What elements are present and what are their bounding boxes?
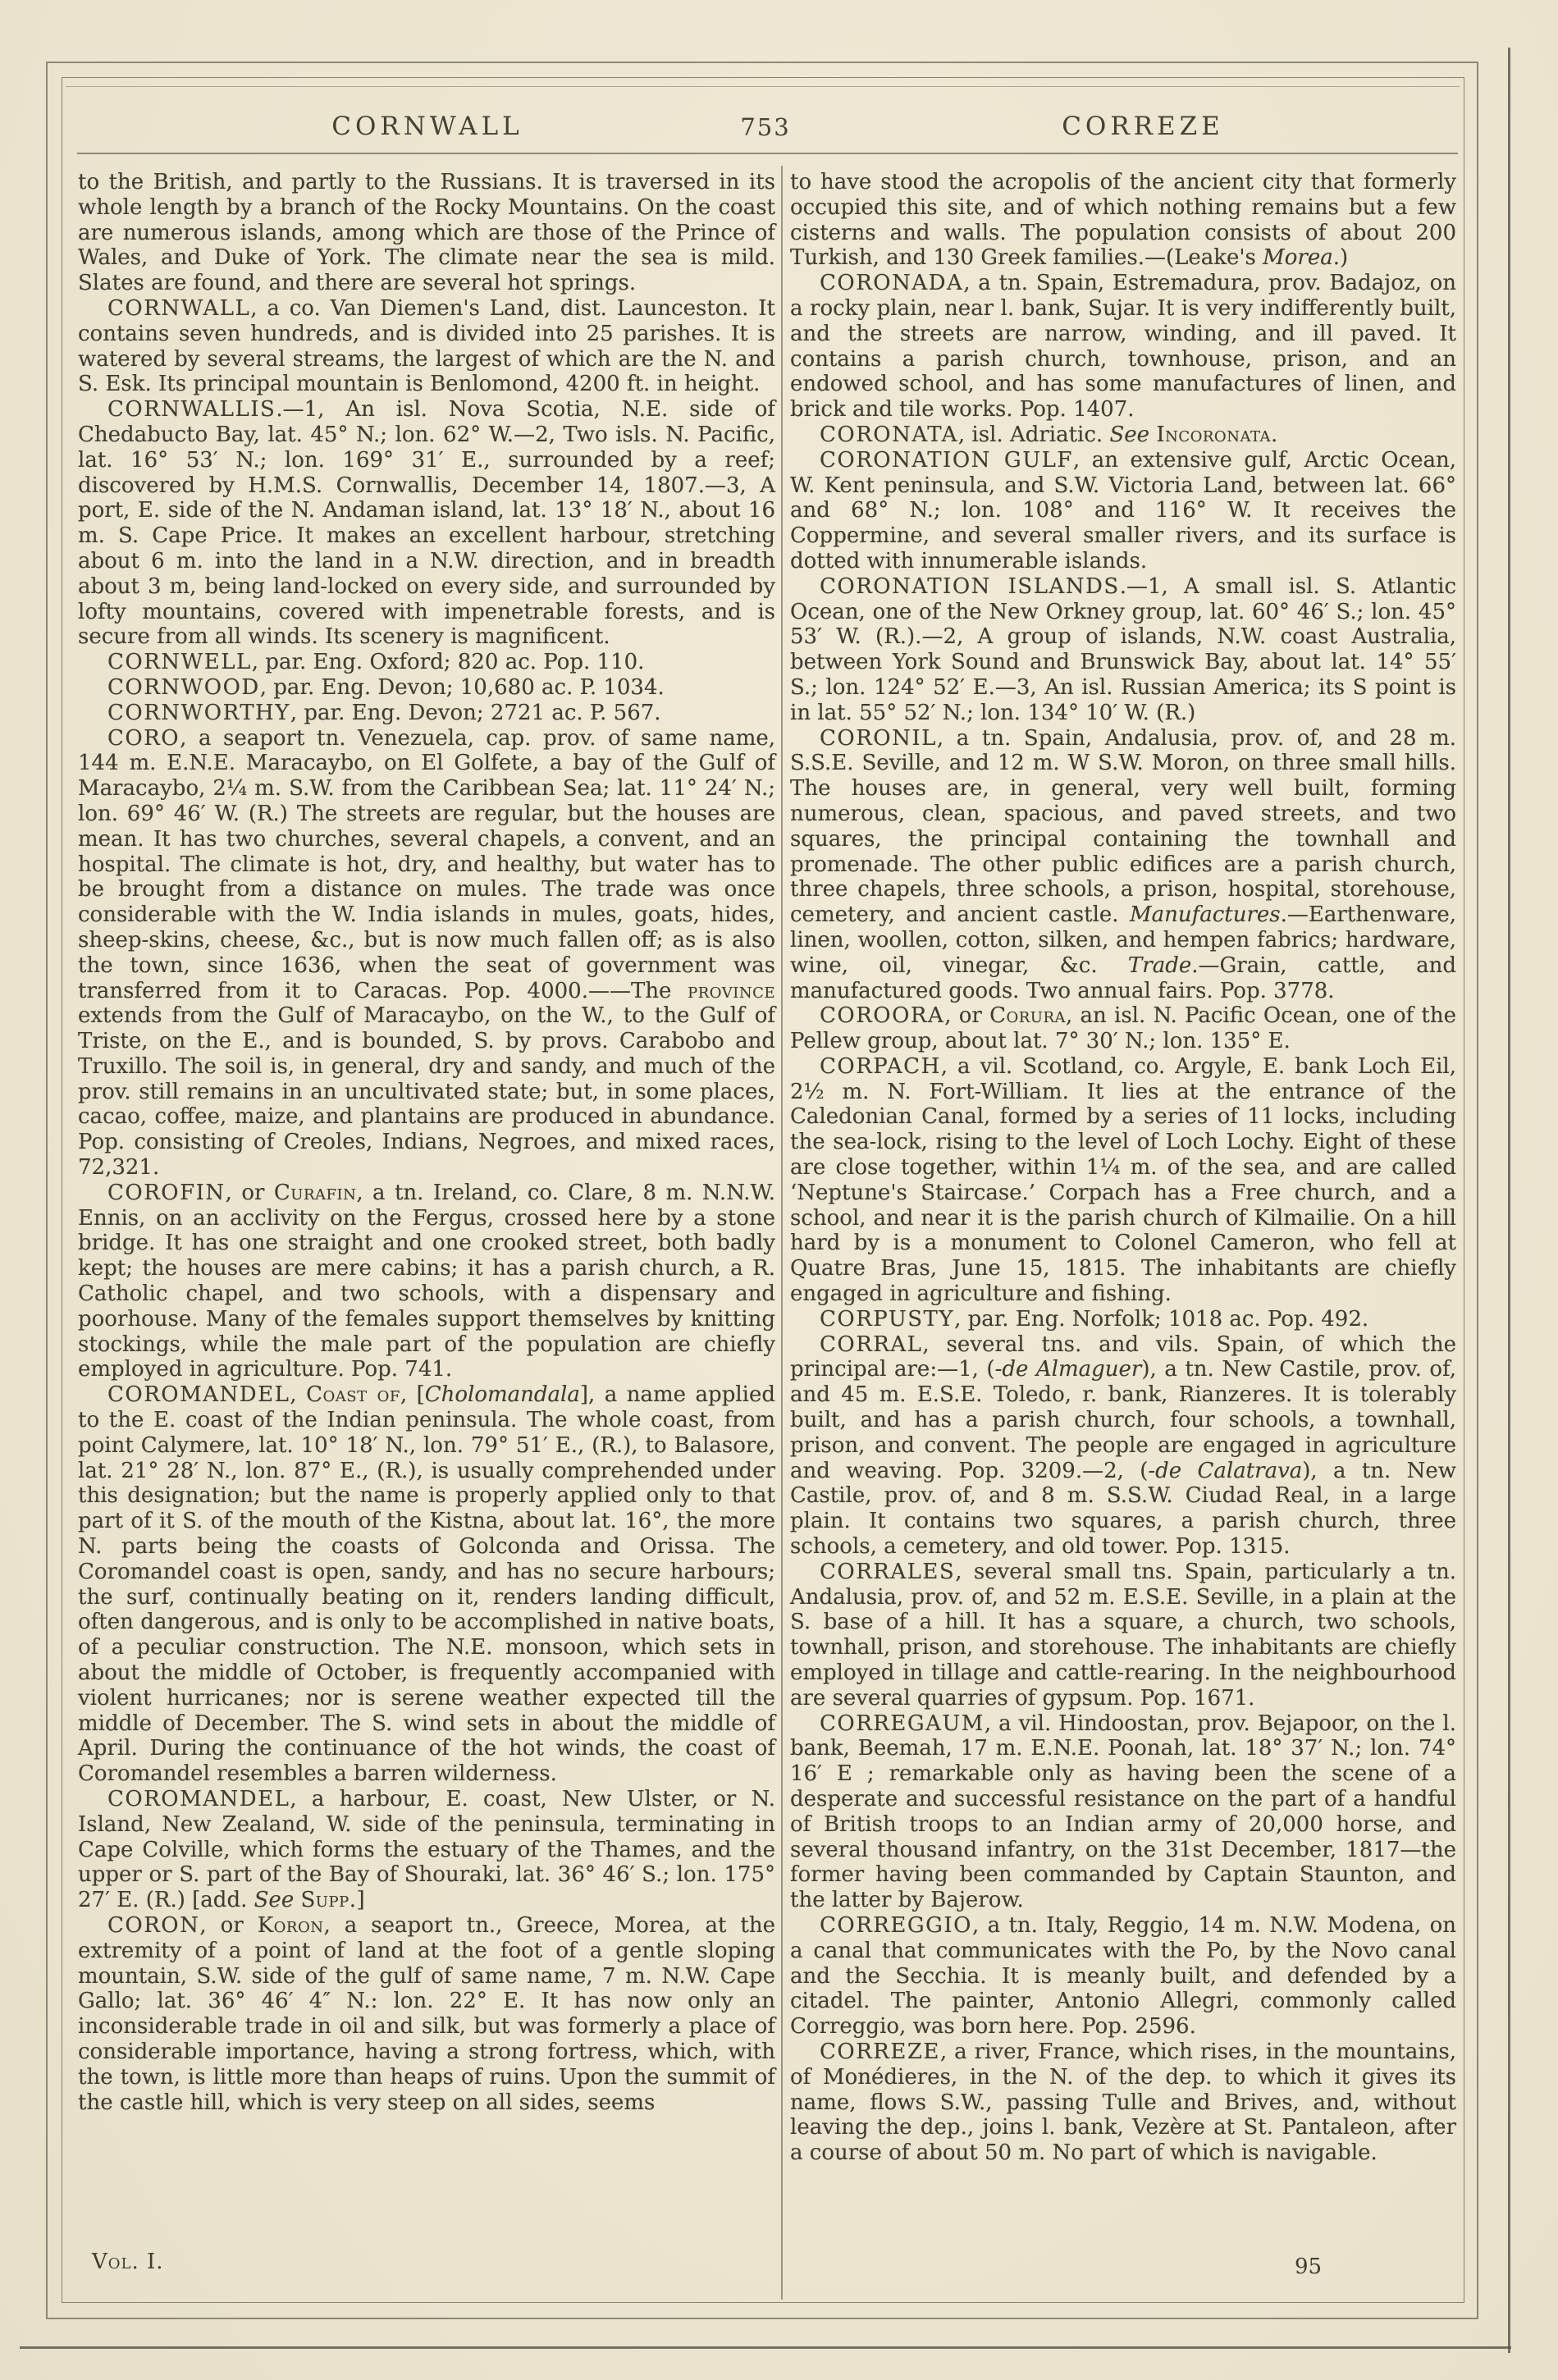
entry-text: Supp. (300, 1888, 357, 1913)
entry-headword: COROORA (820, 1003, 945, 1029)
entry-paragraph (78, 1787, 775, 1913)
entry-text: Morea (1263, 245, 1333, 271)
entry-text: , an isl. N. Pacific Ocean, one of the Pellew group, about lat. 7° 30′ N.; lon. 135° E. (790, 1003, 1456, 1054)
entry-paragraph (790, 1560, 1456, 1711)
entry-headword: CORON (107, 1912, 200, 1938)
entry-text: Curafin (273, 1180, 357, 1205)
text-column-right (790, 170, 1456, 2166)
entry-headword: CORONATION ISLANDS (820, 573, 1120, 599)
entry-text: , several tns. and vils. Spain, of which the principal are:—1, ( (790, 1332, 1456, 1382)
text-column-left (78, 170, 775, 2115)
entry-paragraph (790, 448, 1456, 574)
entry-text: .—Earthenware, linen, woollen, cotton, silken, and hempen fabrics; hardware, wine, oil, vinegar, &c. (790, 902, 1456, 978)
entry-paragraph (790, 170, 1456, 271)
entry-headword: COROMANDEL (107, 1787, 290, 1811)
entry-headword: CORNWALLIS (107, 397, 276, 423)
page-edge-vertical (1508, 48, 1510, 2353)
entry-text: Incoronata (1156, 422, 1271, 447)
entry-paragraph (78, 701, 775, 726)
entry-paragraph (790, 1003, 1456, 1054)
entry-text: to the British, and partly to the Russians. It is traversed in its whole length by a branch of the Rocky Mountains. On the coast are numerous islands, among which are those of the Prince of Wales, and Duke of York. The climate near the sea is mild. Slates are found, and there are several hot springs. (78, 170, 775, 296)
entry-headword: CORPUSTY (820, 1306, 955, 1332)
entry-headword: CORPACH (820, 1053, 941, 1079)
entry-paragraph (790, 1054, 1456, 1307)
running-head-right: CORREZE (1062, 112, 1224, 141)
entry-text: , (290, 1382, 307, 1408)
entry-headword: CORRAL (820, 1332, 923, 1357)
entry-text: , a river, France, which rises, in the mountains, of Monédieres, in the N. of the dep. to which it gives its name, flows S.W., passing Tulle and Brives, and, without leaving the dep., joins l. bank, Vezère at St. Pantaleon, after a course of about 50 m. No part of which is navigable. (790, 2039, 1456, 2166)
entry-headword: CORONATA (820, 422, 958, 447)
entry-text: See (254, 1888, 295, 1913)
entry-headword: CORREZE (820, 2039, 940, 2064)
entry-paragraph (78, 170, 775, 296)
entry-text: .) (1332, 245, 1349, 271)
entry-paragraph (790, 1307, 1456, 1332)
running-head-left: CORNWALL (331, 112, 523, 141)
entry-text: , isl. Adriatic. (957, 422, 1110, 447)
entry-headword: CORO (107, 725, 180, 751)
page-edge-horizontal (20, 2346, 1511, 2349)
entry-headword: CORREGAUM (820, 1711, 985, 1736)
entry-text: Manufactures (1130, 902, 1281, 928)
entry-text: . (1270, 422, 1278, 447)
entry-headword: COROMANDEL (107, 1382, 290, 1408)
entry-text: , a seaport tn., Greece, Morea, at the extremity of a point of land at the foot of a gentle sloping mountain, S.W. side of the gulf of same name, 7 m. N.W. Cape Gallo; lat. 36° 46′ 4″ N.: lon. 22° E. It has now only an inconsiderable trade in oil and silk, but was formerly a place of considerable importance, having a strong fortress, which, with the town, is little more than heaps of ruins. Upon the summit of the castle hill, which is very steep on all sides, seems (78, 1912, 775, 2115)
column-divider-line (781, 166, 783, 2300)
entry-headword: COROFIN (107, 1180, 226, 1205)
entry-paragraph (78, 1382, 775, 1787)
entry-text: , a vil. Scotland, co. Argyle, E. bank Loch Eil, 2½ m. N. Fort-William. It lies at the entrance of the Caledonian Canal, formed by a series of 11 locks, including the sea-lock, rising to the level of Loch Lochy. Eight of these are close together, within 1¼ m. of the sea, and are called ‘Neptune's Staircase.’ Corpach has a Free church, and a school, and near it is the parish church of Kilmailie. On a hill hard by is a monument to Colonel Cameron, who fell at Quatre Bras, June 15, 1815. The inhabitants are chiefly engaged in agriculture and fishing. (790, 1053, 1456, 1307)
entry-text: , par. Eng. Oxford; 820 ac. Pop. 110. (251, 650, 645, 675)
footer-signature-number: 95 (1295, 2254, 1323, 2279)
entry-text: -de Almaguer (994, 1357, 1142, 1382)
entry-text: , a tn. Ireland, co. Clare, 8 m. N.N.W. Ennis, on an acclivity on the Fergus, crossed here by a stone bridge. It has one straight and one crooked street, both badly kept; the houses are mere cabins; it has a parish church, a R. Catholic chapel, and two schools, with a dispensary and poorhouse. Many of the females support themselves by knitting stockings, while the male part of the population are chiefly employed in agriculture. Pop. 741. (78, 1180, 775, 1382)
entry-text: , a vil. Hindoostan, prov. Bejapoor, on the l. bank, Beemah, 17 m. E.N.E. Poonah, lat. 18° 37′ N.; lon. 74° 16′ E ; remarkable only as having been the scene of a desperate and successful resistance on the part of a handful of British troops to an Indian army of 20,000 horse, and several thousand infantry, on the 31st December, 1817—the former having been commanded by Captain Staunton, and the latter by Bajerow. (790, 1711, 1456, 1913)
entry-text: province (688, 978, 775, 1003)
top-double-rule (66, 86, 1460, 87)
entry-text: ), a tn. New Castile, prov. of, and 45 m. E.S.E. Toledo, r. bank, Rianzeres. It is tolerably built, and has a parish church, four schools, a townhall, prison, and convent. The people are engaged in agriculture and weaving. Pop. 3209.—2, ( (790, 1357, 1457, 1483)
entry-text: , or (225, 1180, 274, 1205)
entry-paragraph (78, 296, 775, 397)
entry-text: , a co. Van Diemen's Land, dist. Launceston. It contains seven hundreds, and is divided into 25 parishes. It is watered by several streams, the largest of which are the N. and S. Esk. Its principal mountain is Benlomond, 4200 ft. in height. (78, 295, 775, 397)
entry-text: Cholomandala (424, 1382, 580, 1408)
entry-paragraph (790, 271, 1456, 423)
entry-text: , par. Eng. Norfolk; 1018 ac. Pop. 492. (954, 1306, 1369, 1332)
entry-text: , a harbour, E. coast, New Ulster, or N. Island, New Zealand, W. side of the peninsula, terminating in Cape Colville, which forms the estuary of the Thames, and the upper or S. part of the Bay of Shouraki, lat. 36° 46′ S.; lon. 175° 27′ E. (R.) [add. (78, 1787, 775, 1913)
entry-text: Trade (1127, 952, 1192, 978)
entry-text: , a seaport tn. Venezuela, cap. prov. of same name, 144 m. E.N.E. Maracaybo, on El Golfete, a bay of the Gulf of Maracaybo, 2¼ m. S.W. from the Caribbean Sea; lat. 11° 24′ N.; lon. 69° 46′ W. (R.) The streets are regular, but the houses are mean. It has two churches, several chapels, a convent, and an hospital. The climate is hot, dry, and healthy, but water has to be brought from a distance on mules. The trade was once considerable with the W. India islands in mules, goats, hides, sheep-skins, cheese, &c., but is now much fallen off; as is also the town, since 1636, when the seat of government was transferred from it to Caracas. Pop. 4000.——The (78, 725, 775, 1003)
entry-text: , several small tns. Spain, particularly a tn. Andalusia, prov. of, and 52 m. E.S.E. Seville, in a plain at the S. base of a hill. It has a square, a church, two schools, townhall, prison, and storehouse. The inhabitants are chiefly employed in tillage and cattle-rearing. In the neighbourhood are several quarries of gypsum. Pop. 1671. (790, 1559, 1456, 1711)
entry-text: See (1109, 422, 1150, 447)
entry-text: , a tn. Italy, Reggio, 14 m. N.W. Modena, on a canal that communicates with the Po, by the Novo canal and the Secchia. It is meanly built, and defended by a citadel. The painter, Antonio Allegri, commonly called Correggio, was born here. Pop. 2596. (790, 1912, 1456, 2040)
entry-text: to have stood the acropolis of the ancient city that formerly occupied this site, and of which nothing remains but a few cisterns and walls. The population consists of about 200 Turkish, and 130 Greek families.—(Leake's (790, 170, 1456, 271)
entry-text: Corura (989, 1003, 1067, 1029)
entry-paragraph (78, 650, 775, 675)
entry-paragraph (78, 397, 775, 650)
entry-paragraph (790, 2040, 1456, 2166)
entry-headword: CORREGGIO (820, 1912, 972, 1938)
entry-paragraph (78, 675, 775, 701)
entry-text: , a tn. Spain, Estremadura, prov. Badajoz, on a rocky plain, near l. bank, Sujar. It is very indifferently built, and the streets are narrow, winding, and ill paved. It contains a parish church, townhouse, prison, and an endowed school, and has some manufactures of linen, and brick and tile works. Pop. 1407. (790, 271, 1456, 423)
entry-text: , an extensive gulf, Arctic Ocean, W. Kent peninsula, and S.W. Victoria Land, between lat. 66° and 68° N.; lon. 108° and 116° W. It receives the Coppermine, and several smaller rivers, and its surface is dotted with innumerable islands. (790, 447, 1456, 573)
entry-paragraph (78, 1181, 775, 1382)
entry-text: , or (944, 1003, 990, 1029)
entry-text: .—1, An isl. Nova Scotia, N.E. side of Chedabucto Bay, lat. 45° N.; lon. 62° W.—2, Two isls. N. Pacific, lat. 16° 53′ N.; lon. 169° 31′ E., surrounded by a reef; discovered by H.M.S. Cornwallis, December 14, 1807.—3, A port, E. side of the N. Andaman island, lat. 13° 18′ N., about 16 m. S. Cape Price. It makes an excellent harbour, stretching about 6 m. into the land in a N.W. direction, and in breadth about 3 m, being land-locked on every side, and surrounded by lofty mountains, covered with impenetrable forests, and is secure from all winds. Its scenery is magnificent. (78, 397, 775, 650)
entry-headword: CORNWELL (107, 650, 252, 675)
entry-paragraph (790, 574, 1456, 726)
entry-headword: CORRALES (820, 1559, 956, 1584)
entry-text: , par. Eng. Devon; 2721 ac. P. 567. (290, 700, 661, 725)
entry-paragraph (790, 726, 1456, 1004)
entry-text: , a tn. Spain, Andalusia, prov. of, and 28 m. S.S.E. Seville, and 12 m. W S.W. Moron, on three small hills. The houses are, in general, very well built, forming numerous, clean, spacious, and paved streets, and two squares, the principal containing the townhall and promenade. The other public edifices are a parish church, three chapels, three schools, a prison, hospital, storehouse, cemetery, and ancient castle. (790, 725, 1456, 928)
footer-volume-label: Vol. I. (92, 2250, 164, 2274)
entry-text: ] (356, 1888, 365, 1913)
entry-text: ], a name applied to the E. coast of the Indian peninsula. The whole coast, from point Calymere, lat. 10° 18′ N., lon. 79° 51′ E., (R.), to Balasore, lat. 21° 28′ N., lon. 87° E., (R.), is usually comprehended under this designation; but the name is properly applied only to that part of it S. of the mouth of the Kistna, about lat. 16°, the more N. parts being the coasts of Golconda and Orissa. The Coromandel coast is open, sandy, and has no secure harbours; the surf, continually beating on it, renders landing difficult, often dangerous, and is only to be accomplished in native boats, of a peculiar construction. The N.E. monsoon, which sets in about the middle of October, is frequently accompanied with violent hurricanes; nor is serene weather expected till the middle of December. The S. wind sets in about the middle of April. During the continuance of the hot winds, the coast of Coromandel resembles a barren wilderness. (78, 1382, 775, 1787)
entry-headword: CORNWOOD (107, 674, 260, 700)
entry-headword: CORONIL (820, 725, 937, 751)
entry-text: , or (199, 1912, 258, 1938)
entry-paragraph (790, 1711, 1456, 1913)
entry-headword: CORNWALL (107, 295, 251, 321)
entry-paragraph (790, 1913, 1456, 2040)
page-number: 753 (740, 113, 791, 141)
entry-headword: CORNWORTHY (107, 700, 290, 725)
entry-text: -de Calatrava (1148, 1458, 1303, 1483)
entry-paragraph (78, 1913, 775, 2115)
entry-headword: CORONATION GULF (820, 447, 1073, 473)
entry-headword: CORONADA (820, 271, 964, 296)
entry-paragraph (790, 1332, 1456, 1560)
entry-text: ), a tn. New Castile, prov. of, and 8 m. S.S.W. Ciudad Real, in a large plain. It contains two squares, a parish church, three schools, a cemetery, and old tower. Pop. 1315. (790, 1458, 1456, 1560)
entry-paragraph (78, 726, 775, 1181)
entry-text: Coast of (306, 1382, 400, 1408)
header-rule (77, 153, 1458, 154)
entry-text: .—Grain, cattle, and manufactured goods. Two annual fairs. Pop. 3778. (790, 952, 1456, 1003)
entry-text: extends from the Gulf of Maracaybo, on the W., to the Gulf of Triste, on the E., and is bounded, S. by provs. Carabobo and Truxillo. The soil is, in general, dry and sandy, and much of the prov. still remains in an uncultivated state; but, in some places, cacao, coffee, maize, and plantains are produced in abundance. Pop. consisting of Creoles, Indians, Negroes, and mixed races, 72,321. (78, 1003, 775, 1181)
entry-text: .—1, A small isl. S. Atlantic Ocean, one of the New Orkney group, lat. 60° 46′ S.; lon. 45° 53′ W. (R.).—2, A group of islands, N.W. coast Australia, between York Sound and Brunswick Bay, about lat. 14° 55′ S.; lon. 124° 52′ E.—3, An isl. Russian America; its S point is in lat. 55° 52′ N.; lon. 134° 10′ W. (R.) (790, 573, 1457, 725)
entry-text: , [ (400, 1382, 425, 1408)
entry-text: , par. Eng. Devon; 10,680 ac. P. 1034. (259, 674, 665, 700)
entry-paragraph (790, 423, 1456, 448)
entry-text: Koron (257, 1912, 324, 1938)
